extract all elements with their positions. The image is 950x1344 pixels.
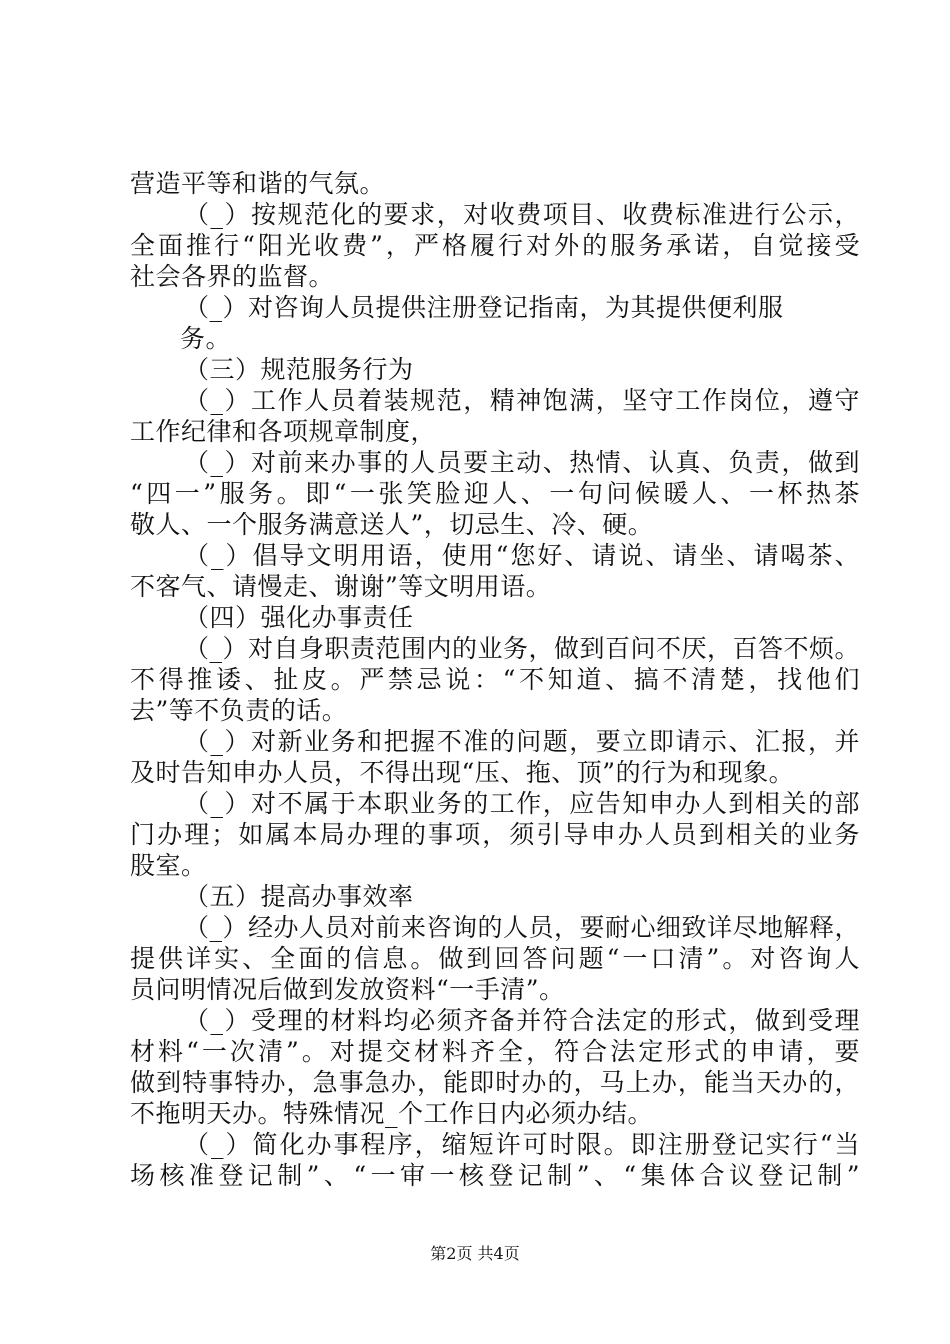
text-line: （_）对不属于本职业务的工作，应告知申办人到相关的部: [184, 789, 860, 818]
text-line: 务。: [180, 324, 232, 353]
section-heading: （三）规范服务行为: [184, 355, 414, 384]
text-line: 不得推诿、扯皮。严禁忌说：“不知道、搞不清楚，找他们: [130, 665, 860, 694]
text-line: （_）对新业务和把握不准的问题，要立即请示、汇报，并: [184, 727, 860, 756]
text-line: 及时告知申办人员，不得出现“压、拖、顶”的行为和现象。: [130, 758, 795, 787]
document-body: [130, 168, 860, 1191]
text-line: 做到特事特办，急事急办，能即时办的，马上办，能当天办的，: [130, 1068, 860, 1097]
text-line: 股室。: [130, 851, 207, 880]
text-line: 工作纪律和各项规章制度，: [130, 417, 437, 446]
text-line: （_）经办人员对前来咨询的人员，要耐心细致详尽地解释，: [184, 913, 861, 942]
text-line: （_）简化办事程序，缩短许可时限。即注册登记实行“当: [184, 1130, 860, 1159]
text-line: “四一”服务。即“一张笑脸迎人、一句问候暖人、一杯热茶: [130, 479, 860, 508]
text-line: 员问明情况后做到发放资料“一手清”。: [130, 975, 565, 1004]
text-line: 门办理；如属本局办理的事项，须引导申办人员到相关的业务: [130, 820, 860, 849]
page-number-footer: 第2页 共4页: [430, 1244, 520, 1263]
text-line: （_）对咨询人员提供注册登记指南，为其提供便利服: [184, 293, 784, 322]
section-heading: （五）提高办事效率: [184, 882, 414, 911]
text-line: （_）按规范化的要求，对收费项目、收费标准进行公示，: [184, 200, 860, 229]
text-line: 营造平等和谐的气氛。: [130, 169, 386, 198]
text-line: 全面推行“阳光收费”，严格履行对外的服务承诺，自觉接受: [130, 231, 860, 260]
text-line: 社会各界的监督。: [130, 262, 335, 291]
text-line: （_）对自身职责范围内的业务，做到百问不厌，百答不烦。: [184, 634, 861, 663]
text-line: 场核准登记制”、“一审一核登记制”、“集体合议登记制”: [130, 1161, 860, 1190]
text-line: 材料“一次清”。对提交材料齐全，符合法定形式的申请，要: [130, 1037, 860, 1066]
text-line: 去”等不负责的话。: [130, 696, 348, 725]
text-line: 敬人、一个服务满意送人”，切忌生、冷、硬。: [130, 510, 654, 539]
text-line: 不客气、请慢走、谢谢”等文明用语。: [130, 572, 552, 601]
text-line: 不拖明天办。特殊情况_个工作日内必须办结。: [130, 1099, 654, 1128]
text-line: （_）受理的材料均必须齐备并符合法定的形式，做到受理: [184, 1006, 860, 1035]
text-line: （_）工作人员着装规范，精神饱满，坚守工作岗位，遵守: [184, 386, 860, 415]
section-heading: （四）强化办事责任: [184, 603, 414, 632]
text-line: （_）倡导文明用语，使用“您好、请说、请坐、请喝茶、: [184, 541, 860, 570]
text-line: （_）对前来办事的人员要主动、热情、认真、负责，做到: [184, 448, 860, 477]
text-line: 提供详实、全面的信息。做到回答问题“一口清”。对咨询人: [130, 944, 860, 973]
